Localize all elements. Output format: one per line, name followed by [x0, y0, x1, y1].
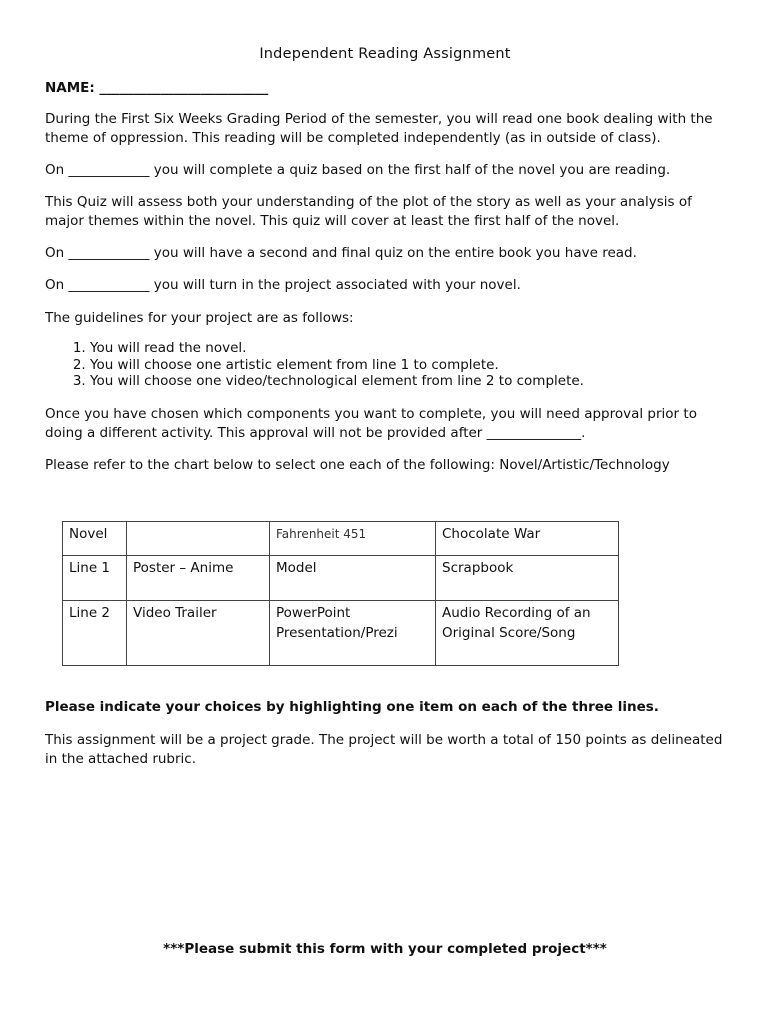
guideline-item: 3. You will choose one video/technological element from line 2 to complete.: [90, 373, 584, 390]
highlight-instruction: Please indicate your choices by highlighting one item on each of the three lines.: [45, 699, 659, 715]
table-cell: Poster – Anime: [127, 556, 270, 601]
table-cell: Scrapbook: [436, 556, 619, 601]
guidelines-list: [45, 340, 584, 390]
guidelines-intro: The guidelines for your project are as follows:: [45, 310, 354, 326]
table-cell: Line 2: [63, 601, 127, 666]
table-cell: PowerPoint Presentation/Prezi: [270, 601, 436, 666]
guideline-item: 2. You will choose one artistic element from line 1 to complete.: [90, 357, 584, 374]
quiz-description-paragraph: This Quiz will assess both your understanding of the plot of the story as well as your analysis of major themes within the novel. This quiz will cover at least the first half of the novel.: [45, 194, 692, 229]
grading-paragraph: This assignment will be a project grade. The project will be worth a total of 150 points as delineated in the attached rubric.: [45, 732, 723, 767]
quiz-one-paragraph: On ____________ you will complete a quiz based on the first half of the novel you are reading.: [45, 162, 671, 178]
table-cell: Line 1: [63, 556, 127, 601]
guideline-item: 1. You will read the novel.: [90, 340, 584, 357]
choices-table: [62, 521, 619, 666]
table-cell: Novel: [63, 522, 127, 556]
table-row-line-1: [63, 556, 619, 601]
table-cell: [127, 522, 270, 556]
name-field-label: NAME: _________________________: [45, 80, 269, 96]
quiz-two-paragraph: On ____________ you will have a second and final quiz on the entire book you have read.: [45, 245, 637, 261]
project-due-paragraph: On ____________ you will turn in the project associated with your novel.: [45, 277, 521, 293]
table-cell: Model: [270, 556, 436, 601]
table-row-novel: [63, 522, 619, 556]
chart-reference-paragraph: Please refer to the chart below to select one each of the following: Novel/Artistic/Technology: [45, 457, 670, 473]
table-cell: Audio Recording of an Original Score/Song: [436, 601, 619, 666]
approval-paragraph: Once you have chosen which components you want to complete, you will need approval prior to doing a different activity. This approval will not be provided after ______________.: [45, 406, 697, 441]
table-row-line-2: [63, 601, 619, 666]
table-cell: Chocolate War: [436, 522, 619, 556]
intro-paragraph: During the First Six Weeks Grading Period of the semester, you will read one book dealing with the theme of oppression. This reading will be completed independently (as in outside of class).: [45, 111, 713, 146]
submission-note: ***Please submit this form with your completed project***: [163, 941, 607, 957]
table-cell: Fahrenheit 451: [270, 522, 436, 556]
table-cell: Video Trailer: [127, 601, 270, 666]
document-title: Independent Reading Assignment: [259, 46, 511, 62]
